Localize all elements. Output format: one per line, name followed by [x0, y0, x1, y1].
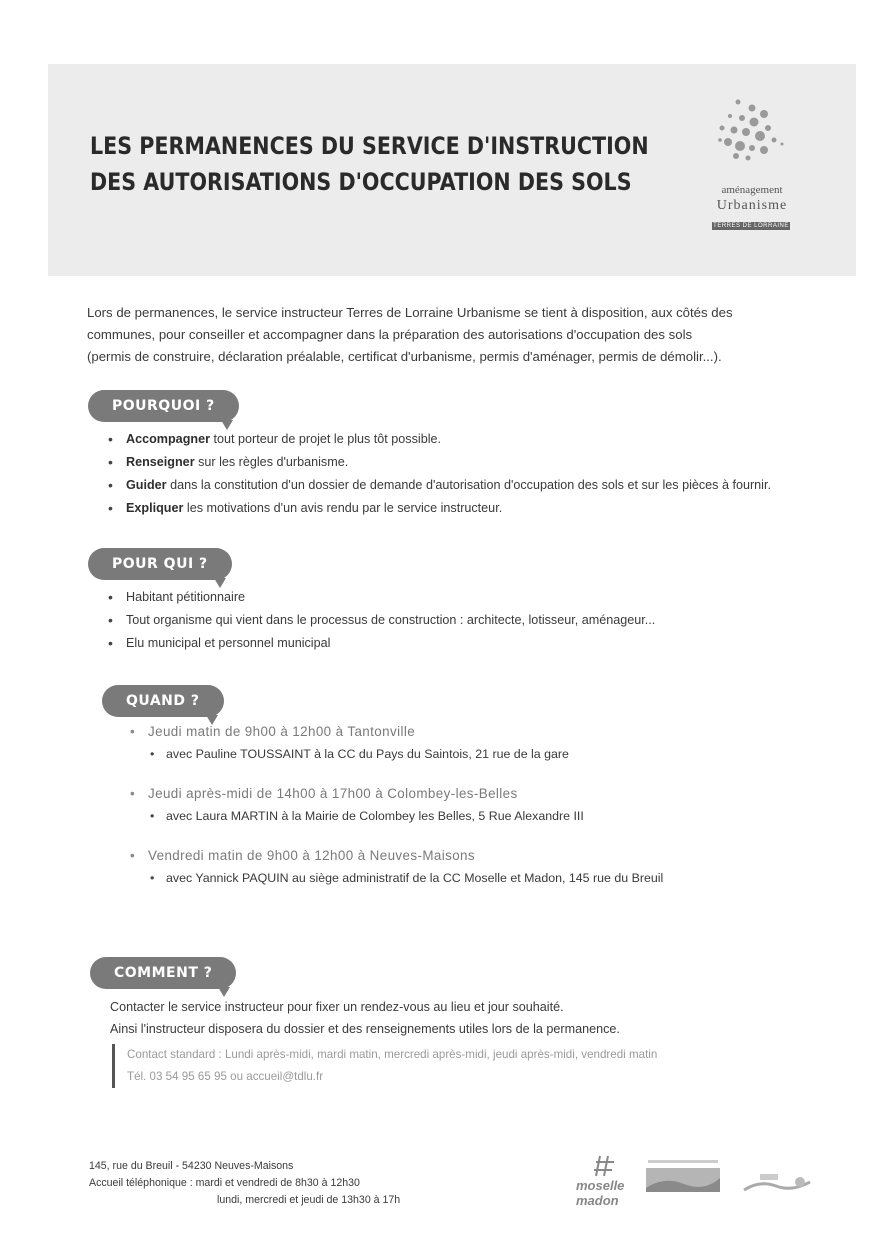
pourqui-list [104, 586, 655, 655]
section-label-pourqui: POUR QUI ? [88, 548, 232, 580]
quand-item-2: • Jeudi après-midi de 14h00 à 17h00 à Colombey-les-Belles • avec Laura MARTIN à la Mairie de Colombey les Belles, 5 Rue Alexandre III [130, 786, 584, 823]
contact-block: Contact standard : Lundi après-midi, mardi matin, mercredi après-midi, jeudi après-midi, vendredi matin Tél. 03 54 95 65 95 ou accueil@tdlu.fr [112, 1044, 657, 1088]
page-title [90, 128, 649, 200]
pays-saintois-logo-icon [740, 1168, 818, 1200]
intro-paragraph: Lors de permanences, le service instructeur Terres de Lorraine Urbanisme se tient à disposition, aux côtés des communes, pour conseiller et accompagner dans la préparation des autorisations d'occupation des sols (permis de construire, déclaration préalable, certificat d'urbanisme, permis d'aménager, permis de démolir...). [87, 305, 733, 364]
logo-text-amenagement: aménagement [721, 184, 783, 196]
quand-item-3: • Vendredi matin de 9h00 à 12h00 à Neuves-Maisons • avec Yannick PAQUIN au siège administratif de la CC Moselle et Madon, 145 rue du Breuil [130, 848, 663, 885]
footer-address: 145, rue du Breuil - 54230 Neuves-Maisons Accueil téléphonique : mardi et vendredi de 8h30 à 12h30 lundi, mercredi et jeudi de 13h30 à 17h [89, 1160, 401, 1206]
list-item: • Renseigner sur les règles d'urbanisme. [104, 451, 771, 474]
section-label-pourquoi: POURQUOI ? [88, 390, 239, 422]
list-item: • Habitant pétitionnaire [104, 586, 655, 609]
section-label-comment: COMMENT ? [90, 957, 236, 989]
logo-tag: TERRES DE LORRAINE [713, 223, 789, 229]
list-item: • Guider dans la constitution d'un dossier de demande d'autorisation d'occupation des sols et sur les pièces à fournir. [104, 474, 771, 497]
header-banner [48, 64, 856, 276]
quand-item-1: • Jeudi matin de 9h00 à 12h00 à Tantonville • avec Pauline TOUSSAINT à la CC du Pays du Saintois, 21 rue de la gare [130, 724, 569, 761]
communaute-communes-logo-icon [644, 1158, 724, 1198]
list-item: • Expliquer les motivations d'un avis rendu par le service instructeur. [104, 497, 771, 520]
pourquoi-list [104, 428, 771, 520]
title-line-1: LES PERMANENCES DU SERVICE D'INSTRUCTION [90, 132, 649, 160]
list-item: • Tout organisme qui vient dans le processus de construction : architecte, lotisseur, aménageur... [104, 609, 655, 632]
list-item: • Elu municipal et personnel municipal [104, 632, 655, 655]
section-label-quand: QUAND ? [102, 685, 224, 717]
comment-text: Contacter le service instructeur pour fixer un rendez-vous au lieu et jour souhaité. Ainsi l'instructeur disposera du dossier et des renseignements utiles lors de la permanence. [110, 1000, 620, 1036]
title-line-2: DES AUTORISATIONS D'OCCUPATION DES SOLS [90, 168, 632, 196]
logo-text-urbanisme: Urbanisme [716, 198, 788, 213]
list-item: • Accompagner tout porteur de projet le plus tôt possible. [104, 428, 771, 451]
moselle-madon-logo: moselle madon [574, 1152, 634, 1202]
